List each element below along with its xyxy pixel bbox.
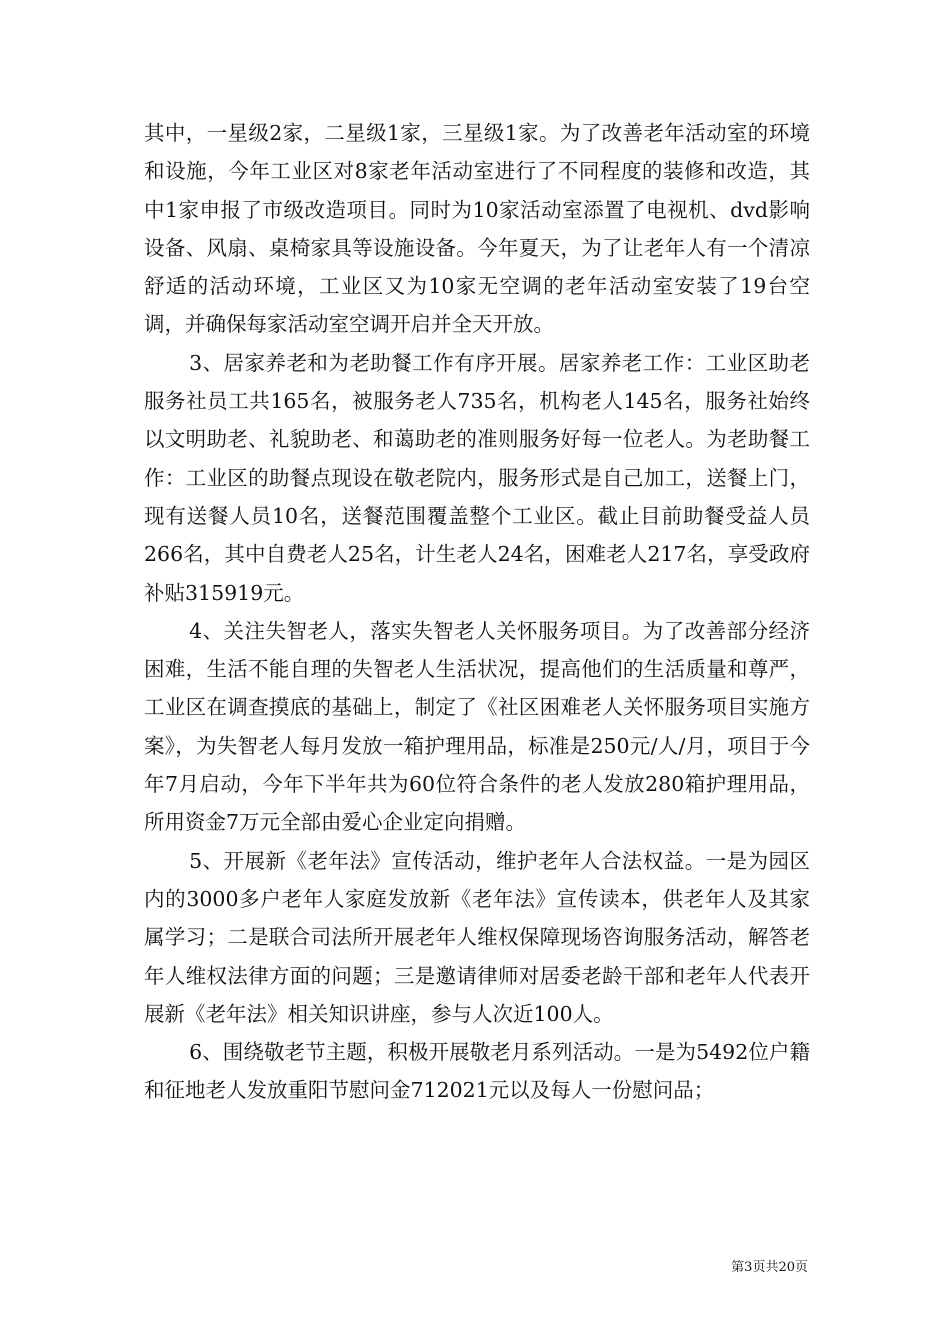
paragraph-continuation: 其中，一星级2家，二星级1家，三星级1家。为了改善老年活动室的环境和设施，今年工业区对8家老年活动室进行了不同程度的装修和改造，其中1家申报了市级改造项目。同时为10家活动室添置了电视机、dvd影响设备、风扇、桌椅家具等设施设备。今年夏天，为了让老年人有一个清凉舒适的活动环境，工业区又为10家无空调的老年活动室安装了19台空调，并确保每家活动室空调开启并全天开放。 (144, 121, 810, 337)
body-text (144, 114, 810, 1110)
paragraph-item-3: 3、居家养老和为老助餐工作有序开展。居家养老工作：工业区助老服务社员工共165名，被服务老人735名，机构老人145名，服务社始终以文明助老、礼貌助老、和蔼助老的准则服务好每一位老人。为老助餐工作：工业区的助餐点现设在敬老院内，服务形式是自己加工，送餐上门，现有送餐人员10名，送餐范围覆盖整个工业区。截止目前助餐受益人员266名，其中自费老人25名，计生老人24名，困难老人217名，享受政府补贴315919元。 (144, 350, 810, 605)
page-number-footer: 第3页共20页 (731, 1260, 808, 1275)
paragraph-item-6: 6、围绕敬老节主题，积极开展敬老月系列活动。一是为5492位户籍和征地老人发放重阳节慰问金712021元以及每人一份慰问品； (144, 1040, 810, 1103)
paragraph-item-4: 4、关注失智老人，落实失智老人关怀服务项目。为了改善部分经济困难，生活不能自理的失智老人生活状况，提高他们的生活质量和尊严，工业区在调查摸底的基础上，制定了《社区困难老人关怀服务项目实施方案》，为失智老人每月发放一箱护理用品，标准是250元/人/月，项目于今年7月启动，今年下半年共为60位符合条件的老人发放280箱护理用品，所用资金7万元全部由爱心企业定向捐赠。 (144, 618, 810, 835)
paragraph-item-5: 5、开展新《老年法》宣传活动，维护老年人合法权益。一是为园区内的3000多户老年人家庭发放新《老年法》宣传读本，供老年人及其家属学习；二是联合司法所开展老年人维权保障现场咨询服务活动，解答老年人维权法律方面的问题；三是邀请律师对居委老龄干部和老年人代表开展新《老年法》相关知识讲座，参与人次近100人。 (144, 848, 810, 1026)
